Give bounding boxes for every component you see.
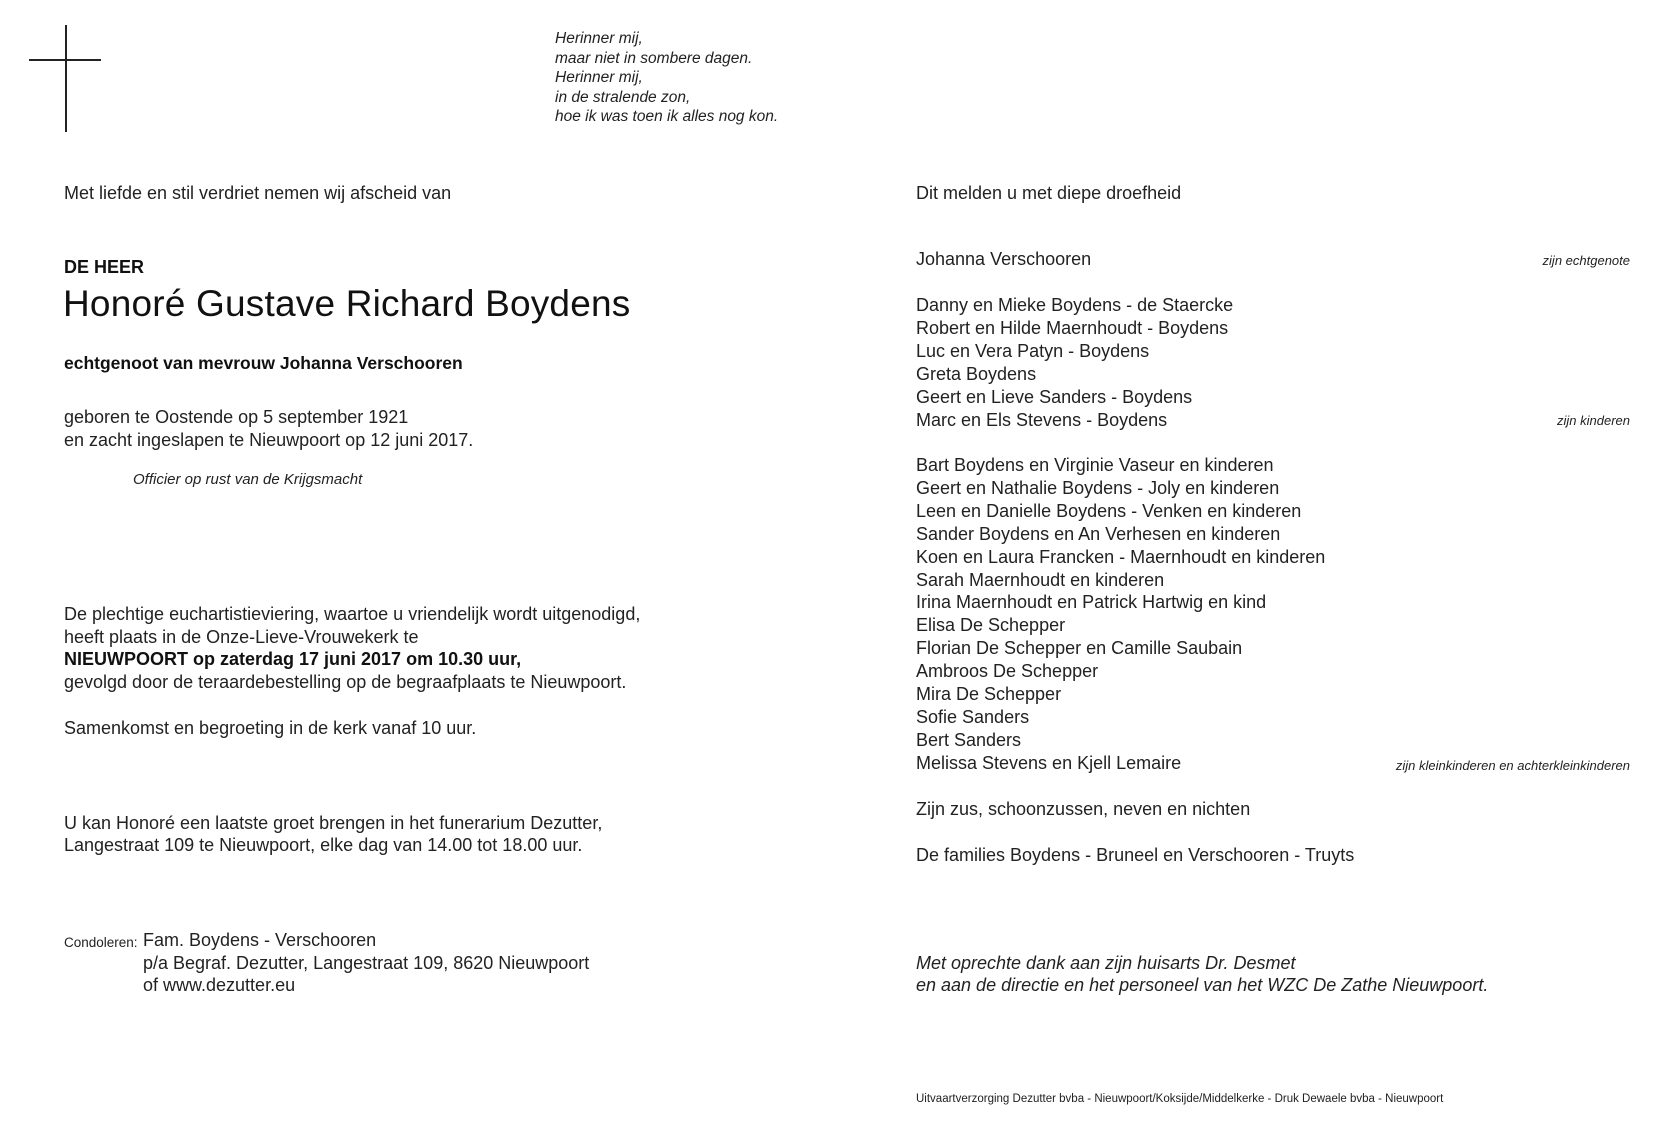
title-prefix: DE HEER [64, 257, 145, 277]
left-intro: Met liefde en stil verdriet nemen wij afscheid van [64, 183, 452, 203]
spouse-name: Johanna Verschooren [916, 249, 1092, 269]
relation-label-grandchildren: zijn kleinkinderen en achterkleinkinderen [1395, 758, 1630, 773]
list-item: Sander Boydens en An Verhesen en kinderen [916, 523, 1281, 544]
list-item: Geert en Lieve Sanders - Boydens [916, 386, 1193, 407]
poem-line: in de stralende zon, [555, 88, 691, 106]
list-item: Sofie Sanders [916, 706, 1030, 727]
relation-label-children: zijn kinderen [1557, 413, 1630, 428]
list-item: Danny en Mieke Boydens - de Staercke [916, 295, 1234, 315]
list-item: Robert en Hilde Maernhoudt - Boydens [916, 317, 1229, 338]
ceremony-date-line: NIEUWPOORT op zaterdag 17 juni 2017 om 10.30 uur, [64, 649, 522, 669]
condolences-line: Fam. Boydens - Verschooren [143, 930, 377, 950]
poem [555, 29, 778, 127]
ceremony-line: heeft plaats in de Onze-Lieve-Vrouwekerk te [64, 626, 419, 647]
families-line: De families Boydens - Bruneel en Verschooren - Truyts [916, 845, 1355, 865]
grandchildren-list [916, 454, 1325, 775]
list-item: Mira De Schepper [916, 684, 1062, 705]
right-intro: Dit melden u met diepe droefheid [916, 183, 1182, 203]
cross-vertical-bar [65, 25, 67, 132]
visit-line: Langestraat 109 te Nieuwpoort, elke dag van 14.00 tot 18.00 uur. [64, 835, 583, 855]
poem-line: maar niet in sombere dagen. [555, 49, 753, 67]
visit-line: U kan Honoré een laatste groet brengen in het funerarium Dezutter, [64, 813, 603, 833]
birth-line: geboren te Oostende op 5 september 1921 [64, 407, 409, 427]
condolences-line: p/a Begraf. Dezutter, Langestraat 109, 8620 Nieuwpoort [143, 952, 590, 973]
list-item: Bert Sanders [916, 729, 1022, 750]
cross-horizontal-bar [29, 59, 101, 61]
poem-line: Herinner mij, [555, 30, 643, 47]
list-item: Elisa De Schepper [916, 615, 1066, 636]
ceremony-line: gevolgd door de teraardebestelling op de begraafplaats te Nieuwpoort. [64, 671, 627, 692]
occupation: Officier op rust van de Krijgsmacht [133, 471, 363, 488]
thanks-line: en aan de directie en het personeel van het WZC De Zathe Nieuwpoort. [916, 975, 1489, 995]
list-item: Leen en Danielle Boydens - Venken en kinderen [916, 500, 1302, 521]
condolences-line: of www.dezutter.eu [143, 975, 296, 995]
poem-line: hoe ik was toen ik alles nog kon. [555, 108, 779, 126]
visit-info [64, 812, 602, 856]
life-dates [64, 406, 473, 451]
list-item: Luc en Vera Patyn - Boydens [916, 340, 1150, 361]
condolences-label: Condoleren: [64, 935, 138, 950]
list-item: Ambroos De Schepper [916, 661, 1099, 682]
printer-footer: Uitvaartverzorging Dezutter bvba - Nieuwpoort/Koksijde/Middelkerke - Druk Dewaele bvba - Nieuwpoort [916, 1093, 1444, 1105]
spouse-line: echtgenoot van mevrouw Johanna Verschooren [64, 353, 463, 373]
list-item: Florian De Schepper en Camille Saubain [916, 638, 1243, 659]
condolences-address [143, 929, 589, 997]
list-item: Geert en Nathalie Boydens - Joly en kinderen [916, 477, 1280, 498]
list-item: Melissa Stevens en Kjell Lemaire [916, 752, 1182, 773]
children-list [916, 294, 1233, 431]
list-item: Bart Boydens en Virginie Vaseur en kinderen [916, 455, 1274, 475]
poem-line: Herinner mij, [555, 69, 643, 87]
gathering-info: Samenkomst en begroeting in de kerk vanaf 10 uur. [64, 718, 477, 738]
deceased-name: Honoré Gustave Richard Boydens [63, 283, 631, 324]
ceremony-info [64, 603, 640, 693]
extended-family: Zijn zus, schoonzussen, neven en nichten [916, 799, 1251, 819]
thanks-note [916, 952, 1488, 996]
list-item: Greta Boydens [916, 363, 1037, 384]
ceremony-line: De plechtige euchartistieviering, waartoe u vriendelijk wordt uitgenodigd, [64, 604, 641, 624]
relation-label-spouse: zijn echtgenote [1542, 253, 1630, 268]
list-item: Marc en Els Stevens - Boydens [916, 409, 1168, 430]
list-item: Koen en Laura Francken - Maernhoudt en kinderen [916, 546, 1326, 567]
list-item: Irina Maernhoudt en Patrick Hartwig en kind [916, 592, 1267, 613]
list-item: Sarah Maernhoudt en kinderen [916, 569, 1165, 590]
thanks-line: Met oprechte dank aan zijn huisarts Dr. Desmet [916, 953, 1296, 973]
death-line: en zacht ingeslapen te Nieuwpoort op 12 juni 2017. [64, 429, 474, 450]
